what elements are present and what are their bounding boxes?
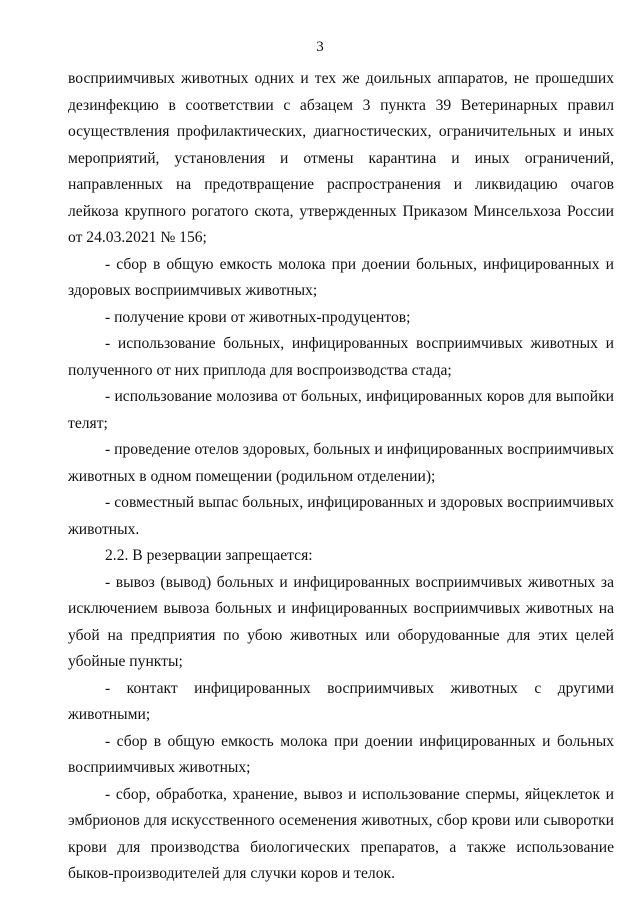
list-item-semen-handling: - сбор, обработка, хранение, вывоз и использование спермы, яйцеклеток и эмбрионов для искусственного осеменения животных, сбор крови или сыворотки крови для производства биологических препаратов, а также использование быков-производителей для случки коров и телок. [68, 785, 614, 882]
section-heading-2-2: 2.2. В резервации запрещается: [105, 547, 313, 564]
list-item-milk-collection-reservation: - сбор в общую емкость молока при доении инфицированных и больных восприимчивых животных; [68, 732, 614, 776]
page-number: 3 [316, 39, 324, 55]
list-item-colostrum: - использование молозива от больных, инфицированных коров для выпойки телят; [68, 388, 614, 432]
document-body [68, 66, 614, 888]
list-item-blood-collection: - получение крови от животных-продуцентов; [105, 308, 411, 326]
list-item-export: - вывоз (вывод) больных и инфицированных восприимчивых животных за исключением вывоза больных и инфицированных восприимчивых животных на убой на предприятия по убою животных или оборудованные для этих целей убойные пункты; [68, 573, 614, 670]
list-item-calving: - проведение отелов здоровых, больных и инфицированных восприимчивых животных в одном помещении (родильном отделении); [68, 441, 614, 485]
list-item-grazing: - совместный выпас больных, инфицированных и здоровых восприимчивых животных. [68, 494, 614, 538]
list-item-herd-reproduction: - использование больных, инфицированных восприимчивых животных и полученного от них приплода для воспроизводства стада; [68, 335, 614, 379]
list-item-milk-collection: - сбор в общую емкость молока при доении больных, инфицированных и здоровых восприимчивых животных; [68, 255, 614, 299]
paragraph-continuation: восприимчивых животных одних и тех же доильных аппаратов, не прошедших дезинфекцию в соответствии с абзацем 3 пункта 39 Ветеринарных правил осуществления профилактических, диагностических, ограничительных и иных мероприятий, установления и отмены карантина и иных ограничений, направленных на предотвращение распространения и ликвидацию очагов лейкоза крупного рогатого скота, утвержденных Приказом Минсельхоза России от 24.03.2021 № 156; [68, 70, 614, 246]
list-item-contact: - контакт инфицированных восприимчивых животных с другими животными; [68, 679, 614, 723]
